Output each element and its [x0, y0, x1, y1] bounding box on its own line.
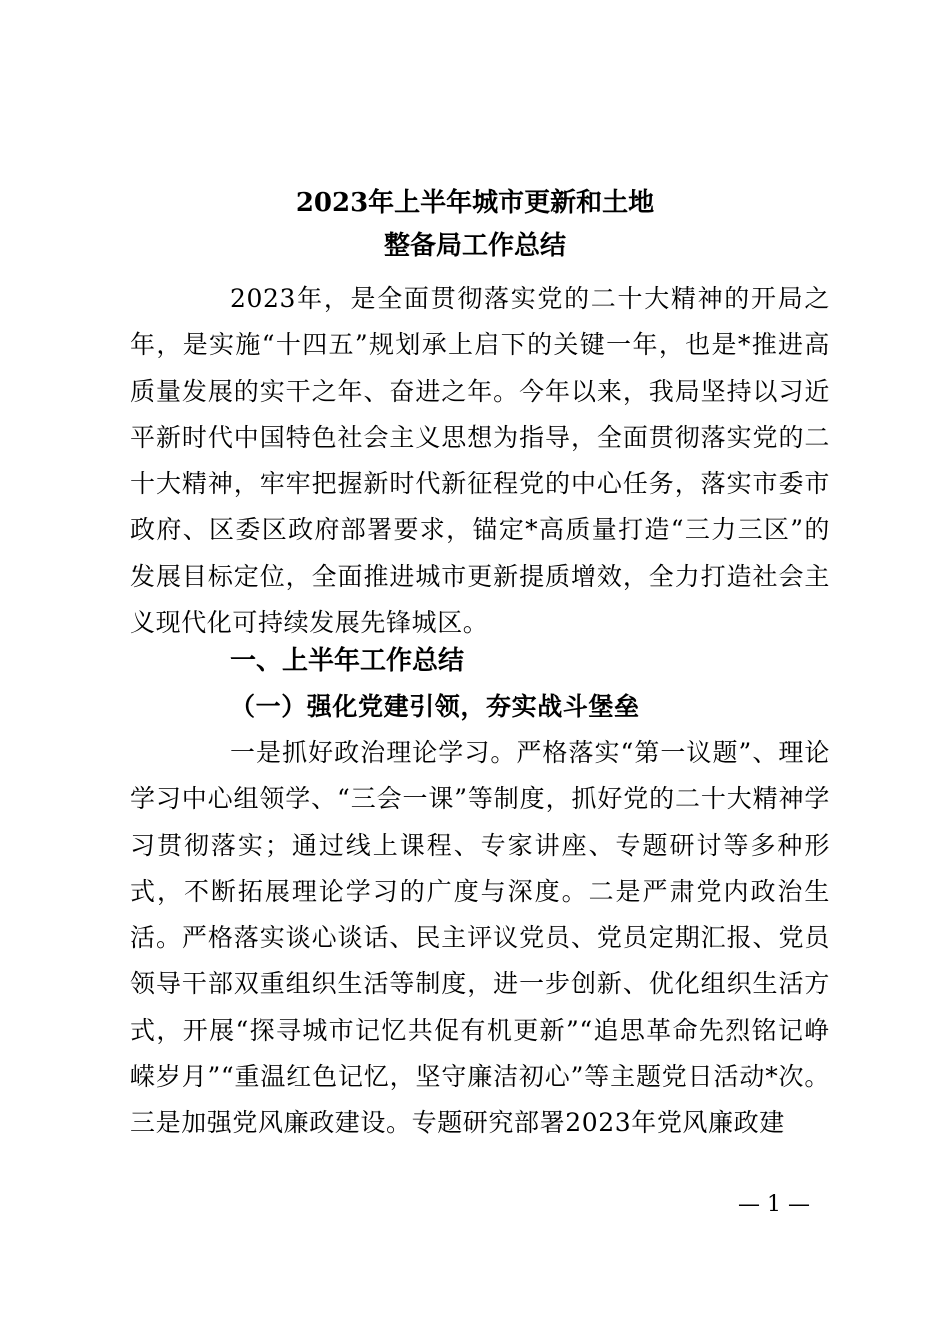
- document-title-line-1: 2023年上半年城市更新和土地: [295, 188, 655, 218]
- section-heading: 一、上半年工作总结: [230, 646, 465, 676]
- body-paragraph: 一是抓好政治理论学习。严格落实“第一议题”、理论学习中心组领学、“三会一课”等制度，抓好党的二十大精神学习贯彻落实；通过线上课程、专家讲座、专题研讨等多种形式，不断拓展理论学习的广度与深度。二是严肃党内政治生活。严格落实谈心谈话、民主评议党员、党员定期汇报、党员领导干部双重组织生活等制度，进一步创新、优化组织生活方式，开展“探寻城市记忆共促有机更新”“追思革命先烈铭记峥嵘岁月”“重温红色记忆，坚守廉洁初心”等主题党日活动*次。三是加强党风廉政建设。专题研究部署2023年党风廉政建: [130, 738, 830, 1138]
- page-number: — 1 —: [738, 1192, 810, 1217]
- intro-paragraph: 2023年，是全面贯彻落实党的二十大精神的开局之年，是实施“十四五”规划承上启下的关键一年，也是*推进高质量发展的实干之年、奋进之年。今年以来，我局坚持以习近平新时代中国特色社会主义思想为指导，全面贯彻落实党的二十大精神，牢牢把握新时代新征程党的中心任务，落实市委市政府、区委区政府部署要求，锚定*高质量打造“三力三区”的发展目标定位，全面推进城市更新提质增效，全力打造社会主义现代化可持续发展先锋城区。: [130, 284, 830, 638]
- document-title-line-2: 整备局工作总结: [383, 231, 566, 261]
- subsection-heading: （一）强化党建引领，夯实战斗堡垒: [230, 692, 640, 721]
